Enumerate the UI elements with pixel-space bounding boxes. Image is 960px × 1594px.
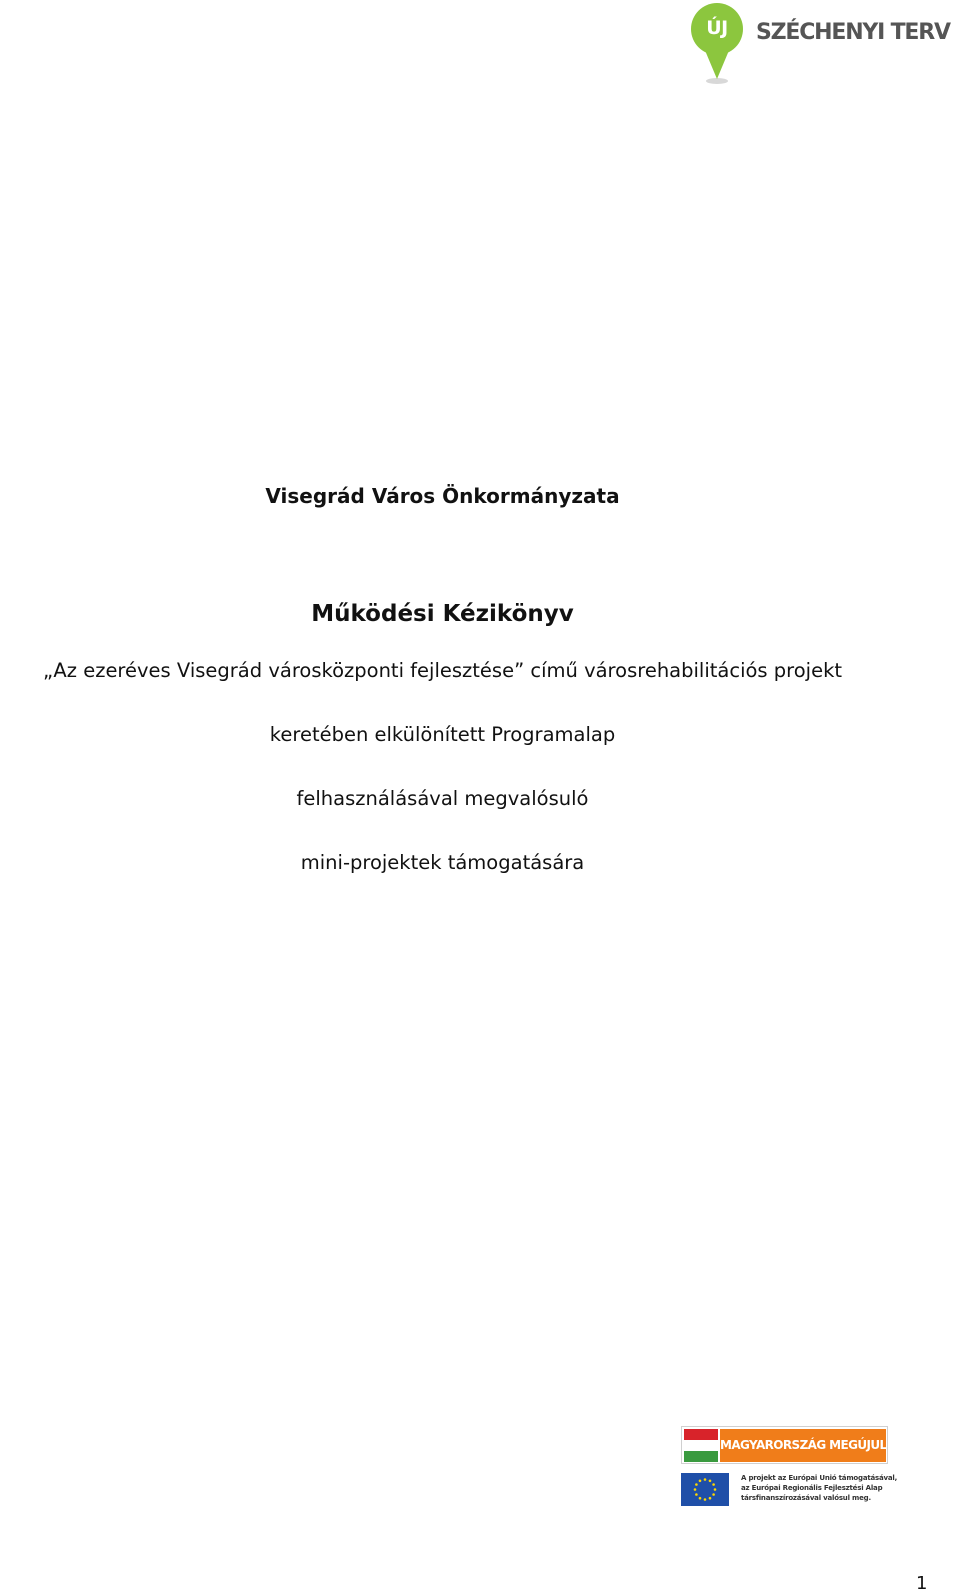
page-number: 1 [916, 1573, 928, 1594]
magyarorszag-megujul-badge [681, 1426, 898, 1510]
document-title: Működési Kézikönyv [311, 601, 574, 627]
eu-note-line-1: A projekt az Európai Unió támogatásával, [741, 1474, 898, 1482]
logo-wordmark: SZÉCHENYI TERV [756, 20, 950, 45]
uj-szechenyi-terv-logo [690, 2, 958, 86]
subtitle-line-4: mini-projektek támogatására [300, 851, 585, 874]
eu-flag-icon [681, 1473, 729, 1506]
subtitle-line-1: „Az ezeréves Visegrád városközponti fejlesztése” című városrehabilitációs projekt [42, 659, 843, 682]
megujul-label: MAGYARORSZÁG MEGÚJUL [720, 1429, 886, 1462]
map-pin-icon [690, 2, 744, 86]
eu-funding-note [741, 1473, 898, 1503]
organization-name: Visegrád Város Önkormányzata [265, 484, 620, 508]
eu-note-line-2: az Európai Regionális Fejlesztési Alap [741, 1484, 883, 1492]
eu-note-line-3: társfinanszírozásával valósul meg. [741, 1494, 871, 1502]
subtitle-line-2: keretében elkülönített Programalap [269, 723, 616, 746]
subtitle-line-3: felhasználásával megvalósuló [296, 787, 589, 810]
logo-pin-text: ÚJ [706, 17, 728, 39]
megujul-banner [681, 1426, 888, 1464]
hungarian-flag-icon [684, 1429, 718, 1462]
